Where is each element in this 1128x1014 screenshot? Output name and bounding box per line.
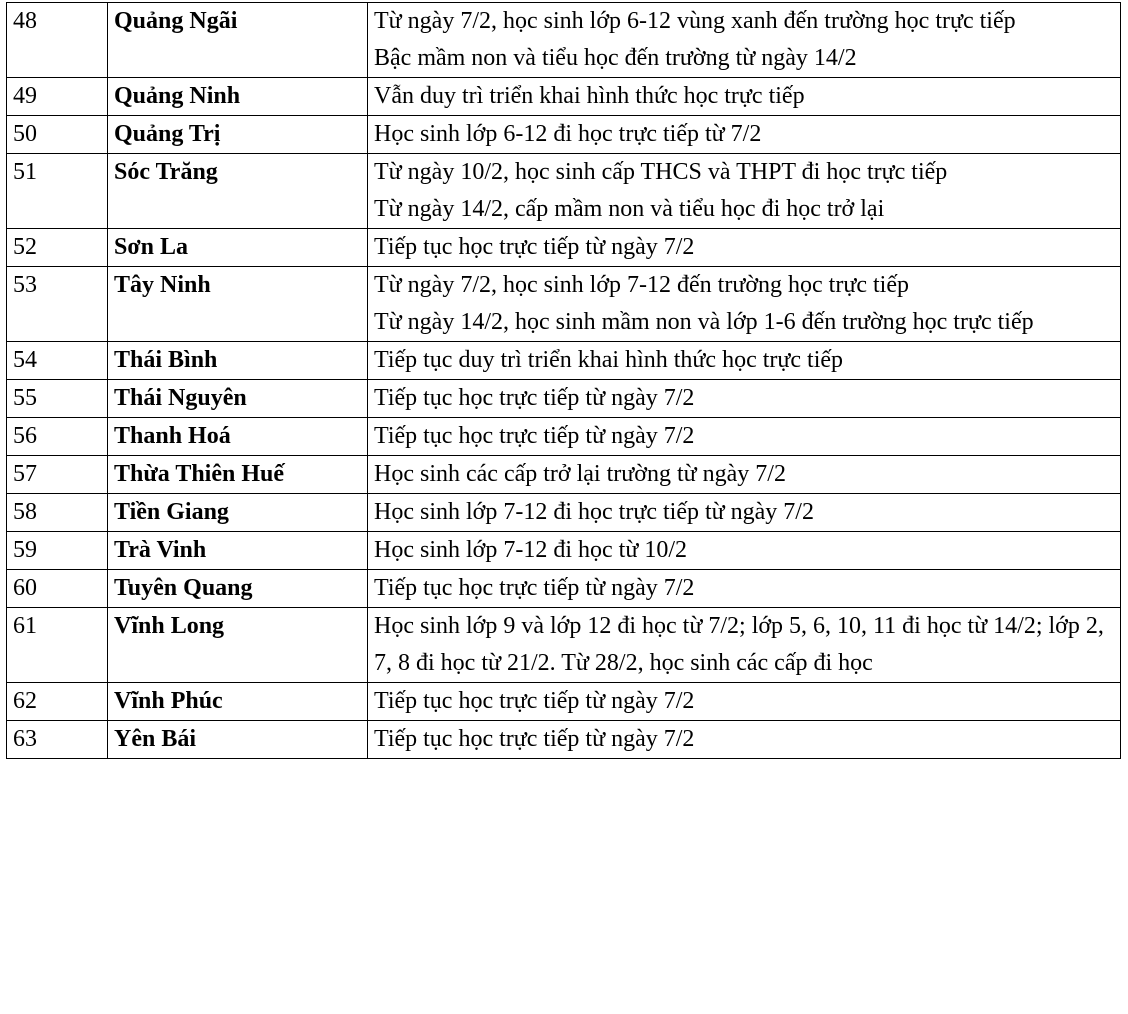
province-name: Vĩnh Phúc xyxy=(108,683,368,721)
table-row xyxy=(7,267,1121,342)
row-number: 57 xyxy=(7,456,108,494)
province-name: Thái Bình xyxy=(108,342,368,380)
table-row xyxy=(7,532,1121,570)
schedule-line: Từ ngày 7/2, học sinh lớp 7-12 đến trường học trực tiếp xyxy=(374,272,909,298)
province-name: Quảng Trị xyxy=(108,116,368,154)
table-row xyxy=(7,456,1121,494)
schedule-cell xyxy=(368,116,1121,154)
table-row xyxy=(7,3,1121,78)
table-row xyxy=(7,683,1121,721)
schedule-line: Từ ngày 7/2, học sinh lớp 6-12 vùng xanh đến trường học trực tiếp xyxy=(374,8,1016,34)
row-number: 52 xyxy=(7,229,108,267)
schedule-cell xyxy=(368,78,1121,116)
schedule-cell xyxy=(368,229,1121,267)
row-number: 50 xyxy=(7,116,108,154)
schedule-line: Tiếp tục học trực tiếp từ ngày 7/2 xyxy=(374,234,695,260)
row-number: 62 xyxy=(7,683,108,721)
row-number: 58 xyxy=(7,494,108,532)
province-name: Tây Ninh xyxy=(108,267,368,342)
table-row xyxy=(7,229,1121,267)
province-name: Yên Bái xyxy=(108,721,368,759)
schedule-cell xyxy=(368,532,1121,570)
schedule-line: Tiếp tục duy trì triển khai hình thức học trực tiếp xyxy=(374,347,844,373)
schedule-line: Học sinh lớp 6-12 đi học trực tiếp từ 7/2 xyxy=(374,121,762,147)
schedule-cell xyxy=(368,342,1121,380)
schedule-cell xyxy=(368,418,1121,456)
schedule-line: Học sinh lớp 7-12 đi học từ 10/2 xyxy=(374,537,688,563)
schedule-line: Từ ngày 14/2, cấp mầm non và tiểu học đi học trở lại xyxy=(374,196,885,222)
schedule-line: Tiếp tục học trực tiếp từ ngày 7/2 xyxy=(374,385,695,411)
row-number: 56 xyxy=(7,418,108,456)
row-number: 49 xyxy=(7,78,108,116)
schedule-line: Học sinh các cấp trở lại trường từ ngày 7/2 xyxy=(374,461,786,487)
reopening-table xyxy=(6,2,1121,759)
table-row xyxy=(7,154,1121,229)
row-number: 53 xyxy=(7,267,108,342)
schedule-line: Bậc mầm non và tiểu học đến trường từ ngày 14/2 xyxy=(374,45,857,71)
province-name: Tiền Giang xyxy=(108,494,368,532)
schedule-line: Vẫn duy trì triển khai hình thức học trực tiếp xyxy=(374,83,805,109)
row-number: 59 xyxy=(7,532,108,570)
schedule-cell xyxy=(368,683,1121,721)
table-row xyxy=(7,342,1121,380)
schedule-cell xyxy=(368,3,1121,78)
row-number: 55 xyxy=(7,380,108,418)
schedule-line: Học sinh lớp 9 và lớp 12 đi học từ 7/2; lớp 5, 6, 10, 11 đi học từ 14/2; lớp 2, 7, 8 đi học từ 21/2. Từ 28/2, học sinh các cấp đi học xyxy=(374,613,1104,676)
schedule-cell xyxy=(368,721,1121,759)
row-number: 61 xyxy=(7,608,108,683)
table-row xyxy=(7,721,1121,759)
table-row xyxy=(7,608,1121,683)
schedule-line: Tiếp tục học trực tiếp từ ngày 7/2 xyxy=(374,575,695,601)
row-number: 60 xyxy=(7,570,108,608)
schedule-line: Từ ngày 10/2, học sinh cấp THCS và THPT đi học trực tiếp xyxy=(374,159,948,185)
province-name: Thanh Hoá xyxy=(108,418,368,456)
schedule-line: Từ ngày 14/2, học sinh mầm non và lớp 1-6 đến trường học trực tiếp xyxy=(374,309,1034,335)
schedule-line: Tiếp tục học trực tiếp từ ngày 7/2 xyxy=(374,423,695,449)
schedule-line: Tiếp tục học trực tiếp từ ngày 7/2 xyxy=(374,688,695,714)
province-name: Tuyên Quang xyxy=(108,570,368,608)
table-row xyxy=(7,78,1121,116)
province-name: Quảng Ninh xyxy=(108,78,368,116)
schedule-cell xyxy=(368,267,1121,342)
province-name: Sơn La xyxy=(108,229,368,267)
row-number: 54 xyxy=(7,342,108,380)
province-name: Quảng Ngãi xyxy=(108,3,368,78)
row-number: 51 xyxy=(7,154,108,229)
schedule-cell xyxy=(368,456,1121,494)
schedule-cell xyxy=(368,608,1121,683)
province-name: Thái Nguyên xyxy=(108,380,368,418)
schedule-cell xyxy=(368,570,1121,608)
province-name: Sóc Trăng xyxy=(108,154,368,229)
table-row xyxy=(7,116,1121,154)
schedule-line: Học sinh lớp 7-12 đi học trực tiếp từ ngày 7/2 xyxy=(374,499,814,525)
table-row xyxy=(7,570,1121,608)
province-name: Vĩnh Long xyxy=(108,608,368,683)
row-number: 63 xyxy=(7,721,108,759)
table-row xyxy=(7,494,1121,532)
table-body xyxy=(7,3,1121,759)
row-number: 48 xyxy=(7,3,108,78)
table-row xyxy=(7,380,1121,418)
schedule-cell xyxy=(368,380,1121,418)
table-row xyxy=(7,418,1121,456)
schedule-line: Tiếp tục học trực tiếp từ ngày 7/2 xyxy=(374,726,695,752)
province-name: Trà Vinh xyxy=(108,532,368,570)
schedule-cell xyxy=(368,494,1121,532)
province-name: Thừa Thiên Huế xyxy=(108,456,368,494)
schedule-cell xyxy=(368,154,1121,229)
